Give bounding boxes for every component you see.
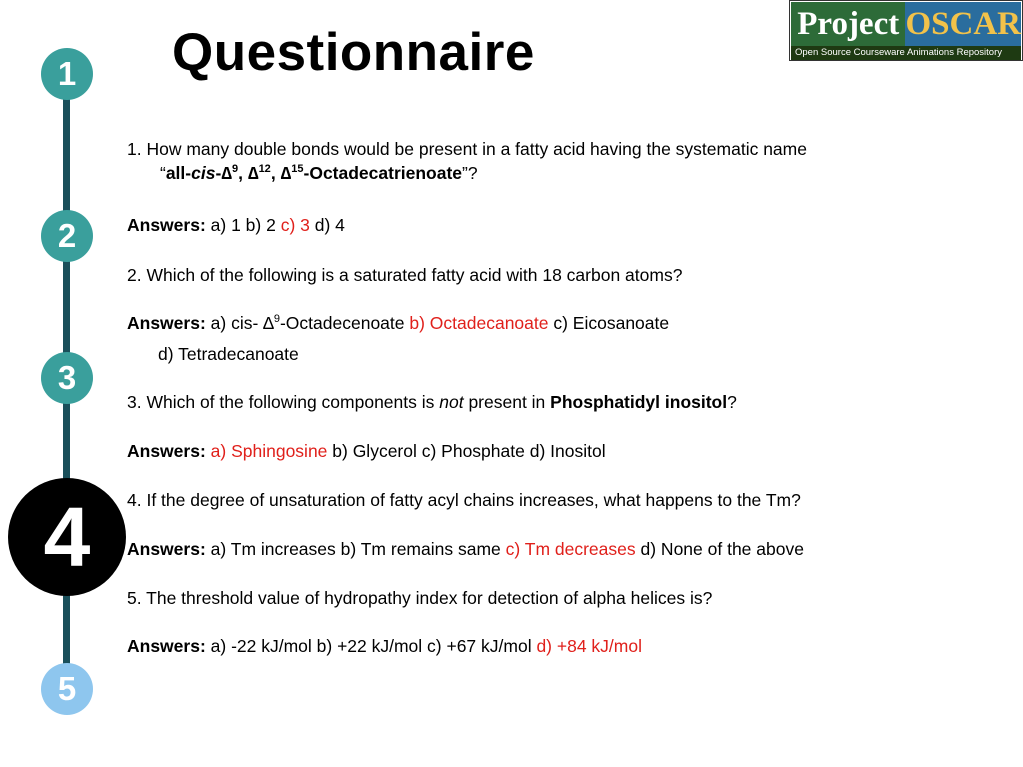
- question-2-answers: Answers: a) cis- ∆$^9$-Octadecenoate b) Octadecanoate c) Eicosanoate: [127, 313, 670, 333]
- question-1-text: 1. How many double bonds would be present in a fatty acid having the systematic name: [127, 139, 807, 159]
- page-title: Questionnaire: [172, 23, 535, 82]
- correct-answer: c) Tm decreases: [505, 539, 636, 559]
- correct-answer: a) Sphingosine: [210, 441, 328, 461]
- question-2-answer-d: d) Tetradecanoate: [158, 344, 299, 364]
- question-3-answers: Answers: a) Sphingosine b) Glycerol c) Phosphate d) Inositol: [127, 441, 606, 461]
- question-1-name: “all-cis-∆$^9$, ∆$^{12}$, ∆$^{15}$-Octadecatrienoate”?: [160, 163, 478, 183]
- project-oscar-logo: [789, 0, 1023, 61]
- step-3[interactable]: 3: [41, 352, 93, 404]
- question-5-answers: Answers: a) -22 kJ/mol b) +22 kJ/mol c) +67 kJ/mol d) +84 kJ/mol: [127, 636, 642, 656]
- question-3-text: 3. Which of the following components is not present in Phosphatidyl inositol?: [127, 392, 737, 412]
- logo-oscar-text: OSCAR: [905, 2, 1021, 46]
- step-1[interactable]: 1: [41, 48, 93, 100]
- correct-answer: d) +84 kJ/mol: [536, 636, 642, 656]
- logo-project-text: Project: [791, 2, 905, 46]
- correct-answer: c) 3: [280, 215, 310, 235]
- question-2-text: 2. Which of the following is a saturated fatty acid with 18 carbon atoms?: [127, 265, 683, 285]
- logo-tagline: Open Source Courseware Animations Repository: [791, 46, 1021, 60]
- step-5[interactable]: 5: [41, 663, 93, 715]
- step-2[interactable]: 2: [41, 210, 93, 262]
- question-1-answers: Answers: a) 1 b) 2 c) 3 d) 4: [127, 215, 345, 235]
- question-4-answers: Answers: a) Tm increases b) Tm remains same c) Tm decreases d) None of the above: [127, 539, 804, 559]
- question-5-text: 5. The threshold value of hydropathy index for detection of alpha helices is?: [127, 588, 713, 608]
- question-4-text: 4. If the degree of unsaturation of fatty acyl chains increases, what happens to the Tm?: [127, 490, 801, 510]
- step-4-current[interactable]: 4: [8, 478, 126, 596]
- correct-answer: b) Octadecanoate: [409, 313, 549, 333]
